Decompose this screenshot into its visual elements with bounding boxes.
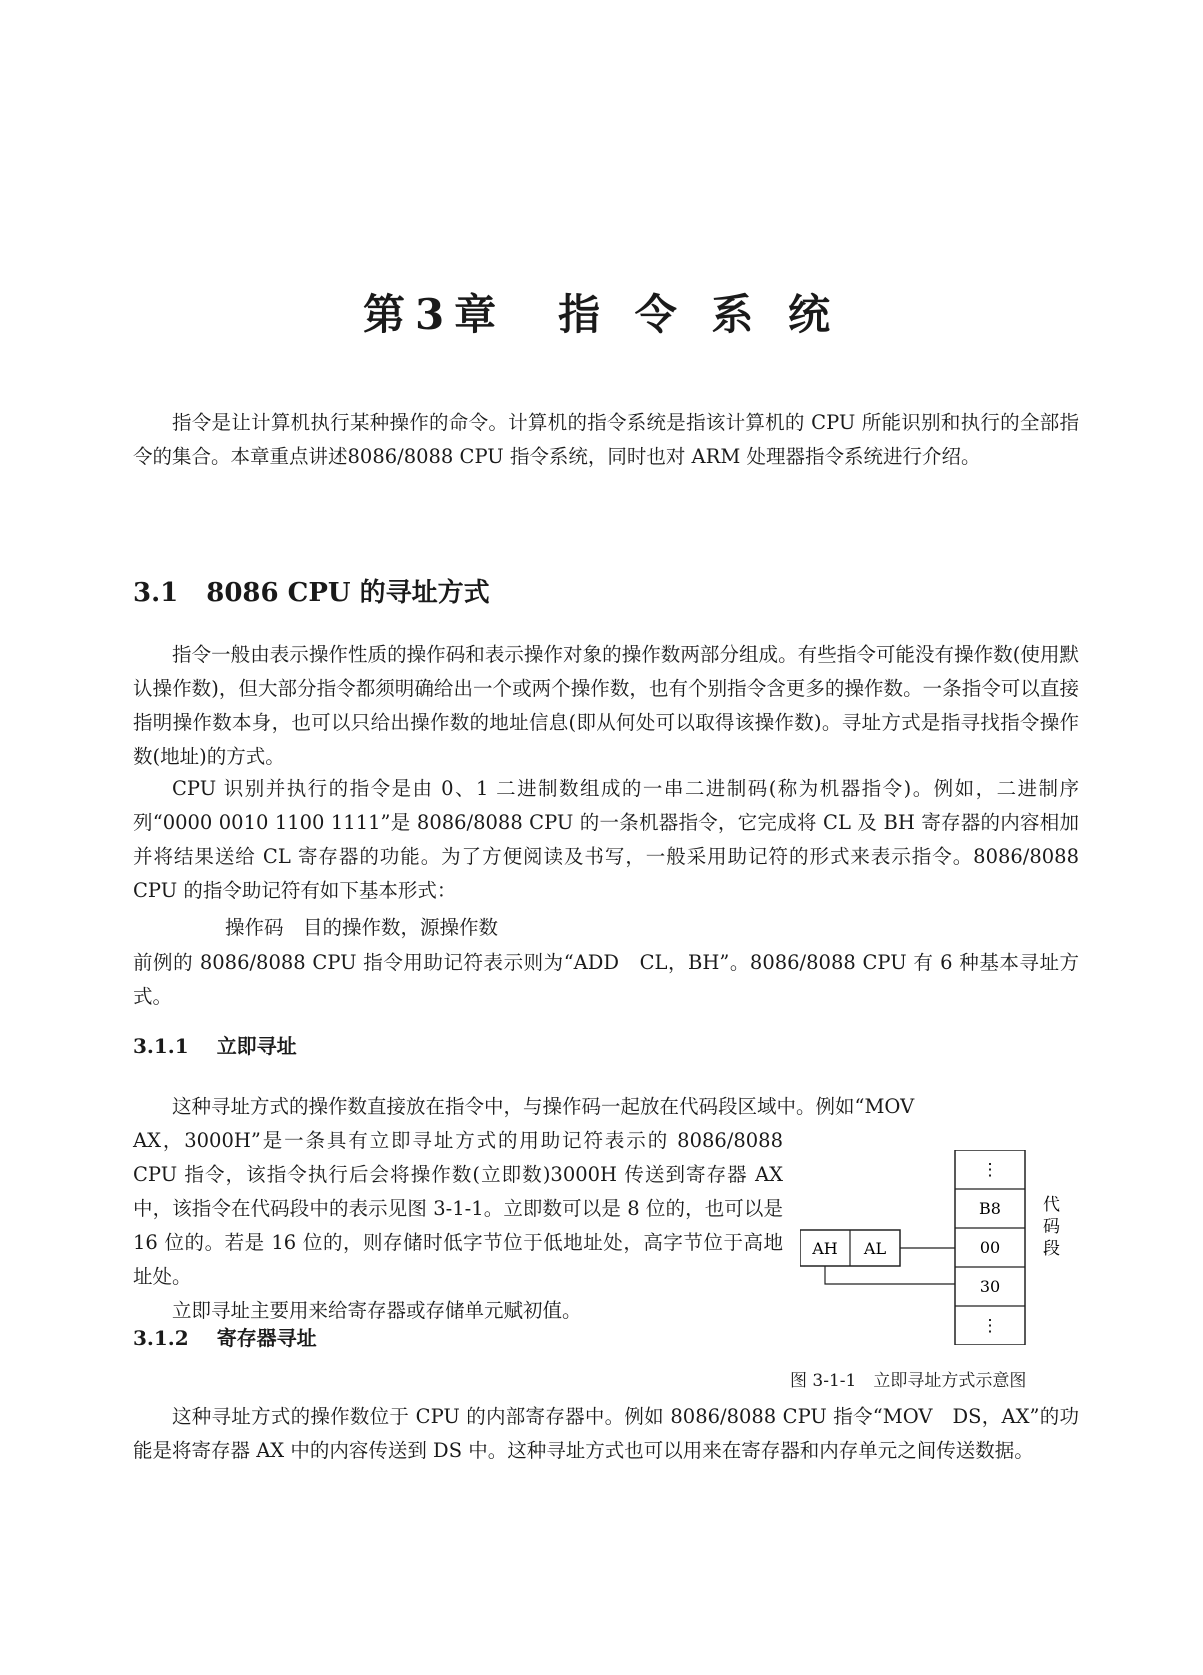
memory-cell-1: ⋮ [981,1160,999,1180]
segment-label-3: 段 [1043,1239,1060,1259]
segment-label-2: 码 [1043,1217,1060,1237]
section-title: 立即寻址 [216,1034,297,1058]
immediate-addressing-diagram [800,1150,1085,1345]
section-3-1-1-line-1: 这种寻址方式的操作数直接放在指令中，与操作码一起放在代码段区域中。例如“MOV [172,1095,915,1118]
register-al: AL [863,1239,887,1258]
section-3-1-1-paragraph-2: 立即寻址主要用来给寄存器或存储单元赋初值。 [172,1299,582,1322]
section-title: 寄存器寻址 [216,1326,317,1350]
section-3-1-paragraph-3: 前例的 8086/8088 CPU 指令用助记符表示则为“ADD CL，BH”。8086/8088 CPU 有 6 种基本寻址方式。 [133,951,1079,1008]
section-3-1-1-paragraph-body: AX，3000H”是一条具有立即寻址方式的用助记符表示的 8086/8088 CPU 指令，该指令执行后会将操作数(立即数)3000H 传送到寄存器 AX 中，该指令在代码段中的表示见图 3-1-1。立即数可以是 8 位的，也可以是 16 位的。若是 16 位的，则存储时低字节位于低地址处，高字节位于高地址处。 [133,1129,783,1288]
section-3-1-paragraph-2: CPU 识别并执行的指令是由 0、1 二进制数组成的一串二进制码(称为机器指令)。例如，二进制序列“0000 0010 1100 1111”是 8086/8088 CPU 的一条机器指令，它完成将 CL 及 BH 寄存器的内容相加并将结果送给 CL 寄存器的功能。为了方便阅读及书写，一般采用助记符的形式来表示指令。8086/8088 CPU 的指令助记符有如下基本形式： [133,777,1079,902]
instruction-format-line: 操作码 目的操作数，源操作数 [225,916,499,939]
section-number: 3.1.1 [133,1034,189,1058]
section-3-1-2-paragraph-1: 这种寻址方式的操作数位于 CPU 的内部寄存器中。例如 8086/8088 CPU 指令“MOV DS，AX”的功能是将寄存器 AX 中的内容传送到 DS 中。这种寻址方式也可以用来在寄存器和内存单元之间传送数据。 [133,1405,1079,1462]
memory-cell-2: B8 [979,1199,1001,1218]
section-title: 8086 CPU 的寻址方式 [206,578,490,608]
section-3-1-1-heading [133,1030,297,1059]
register-ah: AH [812,1239,838,1258]
section-3-1-heading [133,572,490,609]
section-3-1-paragraph-1: 指令一般由表示操作性质的操作码和表示操作对象的操作数两部分组成。有些指令可能没有操作数(使用默认操作数)，但大部分指令都须明确给出一个或两个操作数，也有个别指令含更多的操作数。一条指令可以直接指明操作数本身，也可以只给出操作数的地址信息(即从何处可以取得该操作数)。寻址方式是指寻找指令操作数(地址)的方式。 [133,643,1079,768]
section-3-1-2-heading [133,1322,317,1351]
chapter-title: 第3章 指 令 系 统 [362,290,841,339]
segment-label-1: 代 [1043,1195,1060,1215]
section-number: 3.1.2 [133,1326,189,1350]
memory-cell-5: ⋮ [981,1316,999,1336]
intro-paragraph: 指令是让计算机执行某种操作的命令。计算机的指令系统是指该计算机的 CPU 所能识别和执行的全部指令的集合。本章重点讲述8086/8088 CPU 指令系统，同时也对 ARM 处理器指令系统进行介绍。 [133,411,1079,468]
figure-3-1-1 [800,1150,1085,1345]
section-number: 3.1 [133,578,179,608]
memory-cell-3: 00 [979,1238,1001,1257]
memory-cell-4: 30 [979,1277,1001,1296]
figure-caption: 图 3-1-1 立即寻址方式示意图 [790,1371,1027,1391]
